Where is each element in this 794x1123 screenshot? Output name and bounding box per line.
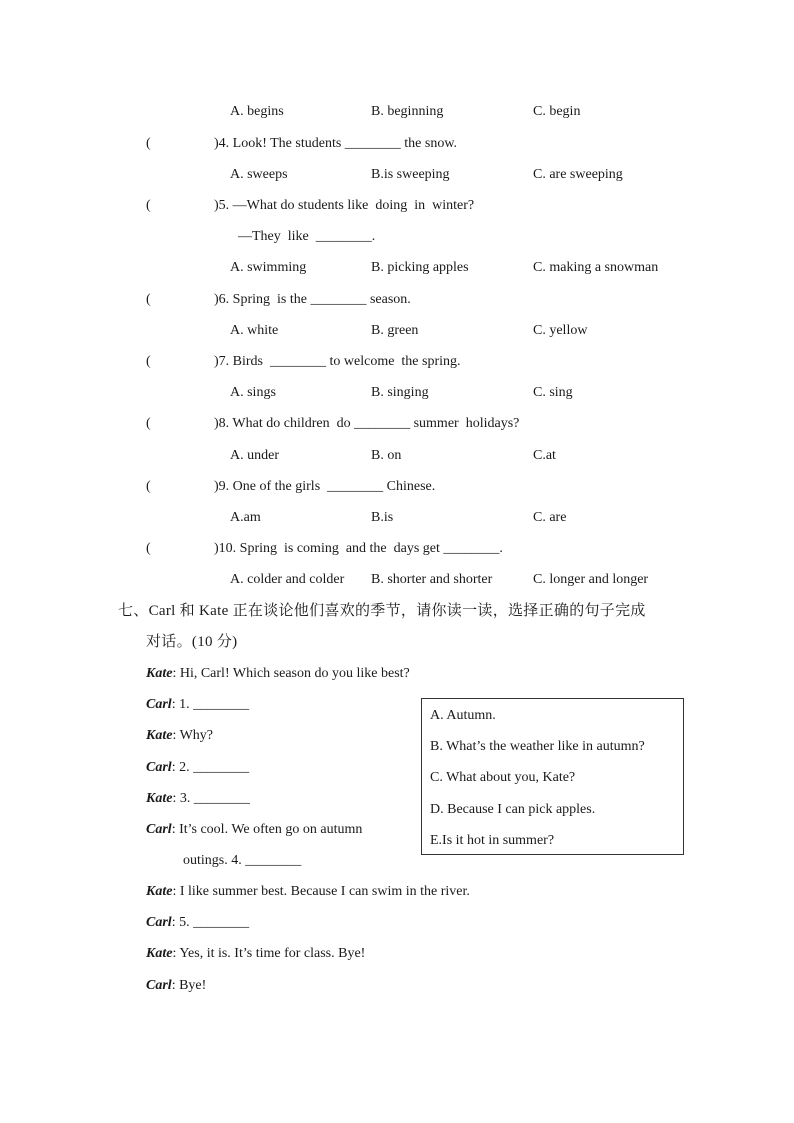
answer-paren: ( (146, 416, 151, 431)
option-b: B. green (371, 323, 419, 338)
question-stem: )7. Birds ________ to welcome the spring. (214, 354, 461, 369)
answer-paren: ( (146, 541, 151, 556)
dialogue-text: : It’s cool. We often go on autumn (171, 822, 363, 837)
speaker-name: Kate (146, 666, 173, 681)
speaker-name: Kate (146, 884, 173, 899)
answer-paren: ( (146, 479, 151, 494)
option-b: B. on (371, 448, 402, 463)
dialogue-line (146, 977, 206, 995)
option-a: A.am (230, 510, 261, 525)
speaker-name: Kate (146, 946, 173, 961)
speaker-name: Carl (146, 697, 172, 712)
option-a: A. swimming (230, 260, 307, 275)
dialogue-line (146, 790, 250, 808)
option-b: B.is (371, 510, 394, 525)
question-stem: )9. One of the girls ________ Chinese. (214, 479, 436, 494)
dialogue-line (146, 727, 213, 745)
option-c: C. longer and longer (533, 572, 649, 587)
dialogue-line (146, 914, 249, 932)
dialogue-line (146, 665, 410, 683)
dialogue-text: : Bye! (171, 978, 207, 993)
dialogue-text: : Hi, Carl! Which season do you like best? (172, 666, 410, 681)
option-b: B. shorter and shorter (371, 572, 493, 587)
dialogue-line (146, 759, 249, 777)
speaker-name: Carl (146, 822, 172, 837)
dialogue-text: : 2. ________ (171, 760, 250, 775)
option-c: C. are (533, 510, 567, 525)
answer-choices-box (421, 698, 684, 855)
answer-paren: ( (146, 354, 151, 369)
dialogue-text: outings. 4. ________ (183, 853, 302, 868)
question-stem: )10. Spring is coming and the days get ________. (214, 541, 503, 556)
speaker-name: Carl (146, 915, 172, 930)
choice-e: E.Is it hot in summer? (430, 833, 555, 848)
speaker-name: Carl (146, 978, 172, 993)
dialogue-text: : 1. ________ (171, 697, 250, 712)
question-stem: )4. Look! The students ________ the snow. (214, 136, 458, 151)
option-b: B. picking apples (371, 260, 469, 275)
option-a: A. under (230, 448, 279, 463)
option-a: A. white (230, 323, 279, 338)
q3-option-c: C. begin (533, 104, 581, 119)
dialogue-text: : Why? (172, 728, 214, 743)
option-b: B.is sweeping (371, 167, 450, 182)
dialogue-text: : 5. ________ (171, 915, 250, 930)
dialogue-line (183, 852, 301, 870)
option-b: B. singing (371, 385, 429, 400)
speaker-name: Carl (146, 760, 172, 775)
option-c: C. sing (533, 385, 573, 400)
answer-paren: ( (146, 292, 151, 307)
option-c: C. are sweeping (533, 167, 623, 182)
option-c: C. yellow (533, 323, 588, 338)
speaker-name: Kate (146, 791, 173, 806)
choice-c: C. What about you, Kate? (430, 770, 576, 785)
dialogue-line (146, 945, 365, 963)
choice-d: D. Because I can pick apples. (430, 802, 596, 817)
question-stem: )8. What do children do ________ summer holidays? (214, 416, 520, 431)
speaker-name: Kate (146, 728, 173, 743)
choice-a: A. Autumn. (430, 708, 496, 723)
option-a: A. sings (230, 385, 276, 400)
question-stem-reply: —They like ________. (238, 229, 376, 244)
answer-paren: ( (146, 136, 151, 151)
q3-option-a: A. begins (230, 104, 284, 119)
option-a: A. sweeps (230, 167, 288, 182)
question-stem: )5. —What do students like doing in winter? (214, 198, 475, 213)
option-c: C. making a snowman (533, 260, 659, 275)
section-heading: 七、Carl 和 Kate 正在谈论他们喜欢的季节，请你读一读，选择正确的句子完成 (118, 603, 646, 619)
option-a: A. colder and colder (230, 572, 345, 587)
dialogue-line (146, 883, 470, 901)
section-heading-cont: 对话。(10 分) (146, 634, 238, 650)
dialogue-text: : I like summer best. Because I can swim in the river. (172, 884, 470, 899)
dialogue-text: : Yes, it is. It’s time for class. Bye! (172, 946, 366, 961)
dialogue-line (146, 696, 249, 714)
question-stem: )6. Spring is the ________ season. (214, 292, 411, 307)
choice-b: B. What’s the weather like in autumn? (430, 739, 645, 754)
q3-option-b: B. beginning (371, 104, 444, 119)
dialogue-text: : 3. ________ (172, 791, 250, 806)
option-c: C.at (533, 448, 556, 463)
dialogue-line (146, 821, 362, 839)
answer-paren: ( (146, 198, 151, 213)
